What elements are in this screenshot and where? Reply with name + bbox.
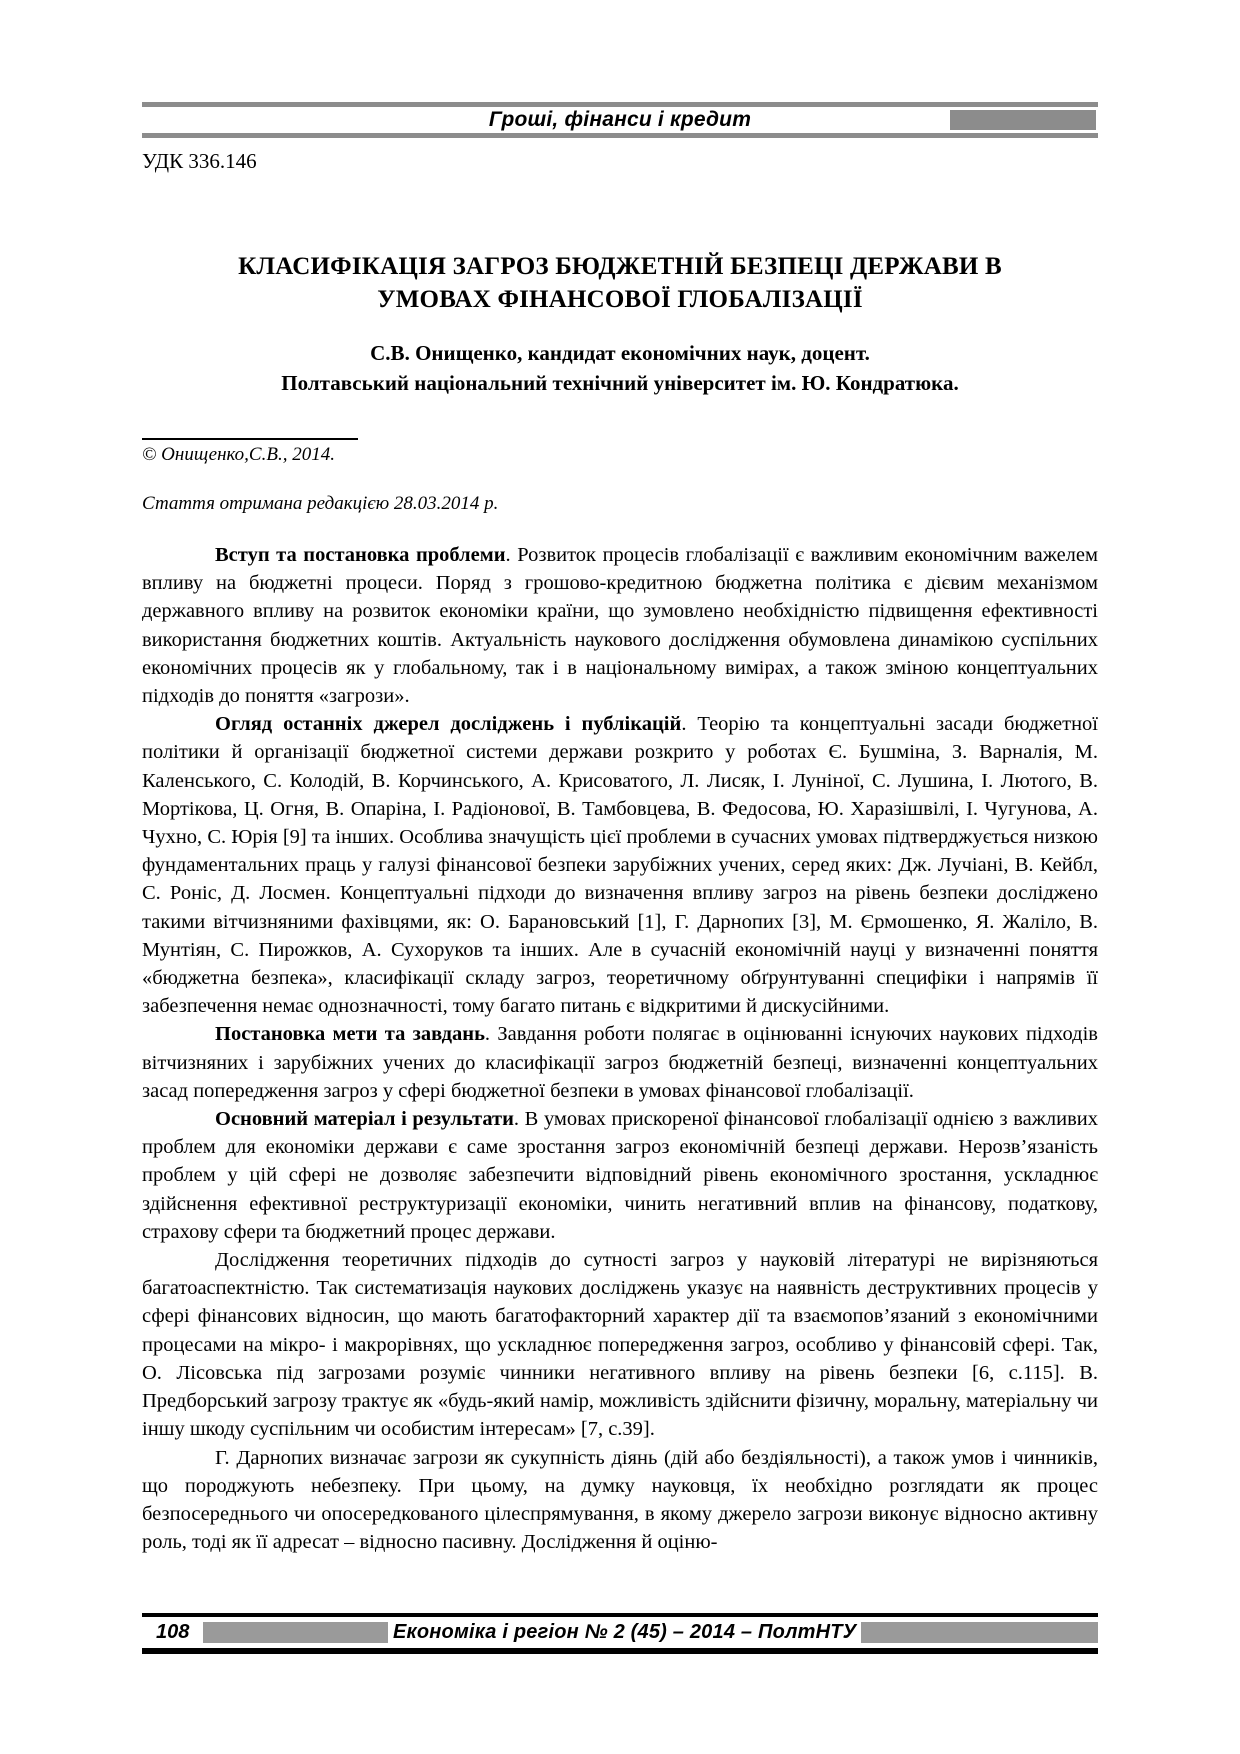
- journal-title: Економіка і регіон № 2 (45) – 2014 – ПолтНТУ: [392, 1621, 857, 1643]
- affiliation-line: Полтавський національний технічний університет ім. Ю. Кондратюка.: [281, 371, 959, 395]
- article-body: [142, 541, 1098, 1556]
- copyright-divider: [142, 438, 358, 440]
- paragraph-lead: Вступ та постановка проблеми: [215, 544, 506, 566]
- paragraph: [142, 710, 1098, 1020]
- paragraph-text: . Завдання роботи полягає в оцінюванні існуючих наукових підходів вітчизняних і зарубіжних учених до класифікації загроз бюджетній безпеці, визначенні концептуальних засад попередження загроз у сфері бюджетної безпеки в умовах фінансової глобалізації.: [142, 1023, 1098, 1102]
- paragraph-lead: Основний матеріал і результати: [215, 1108, 514, 1131]
- page-header: [142, 102, 1098, 138]
- page-footer: [142, 1613, 1098, 1654]
- footer-bar-left: [203, 1622, 388, 1643]
- paragraph-lead: Огляд останніх джерел досліджень і публікацій: [215, 713, 682, 736]
- header-row: [142, 107, 1098, 133]
- udc-label: УДК 336.146: [142, 149, 257, 173]
- footer-row: [142, 1617, 1098, 1648]
- header-rule-bottom: [142, 133, 1098, 138]
- authors-block: [142, 338, 1098, 398]
- paragraph-text: Г. Дарнопих визначає загрози як сукупність діянь (дій або бездіяльності), а також умов і чинників, що породжують небезпеку. При цьому, на думку науковця, їх необхідно розглядати як процес безпосереднього чи опосередкованого цілеспрямування, в якому джерело загрози виконує відносно активну роль, тоді як її адресат – відносно пасивну. Дослідження й оціню-: [142, 1446, 1098, 1554]
- paragraph-text: . В умовах прискореної фінансової глобалізації однією з важливих проблем для економіки держави є саме зростання загроз економічній безпеці держави. Нерозв’язаність проблем у цій сфері не дозволяє забезпечити відповідний рівень економічного зростання, ускладнює здійснення ефективної реструктуризації економіки, чинить негативний вплив на фінансову, податкову, страхову сфери та бюджетний процес держави.: [142, 1108, 1098, 1243]
- paragraph-text: . Теорію та концептуальні засади бюджетної політики й організації бюджетної системи держави розкрито у роботах Є. Бушміна, З. Варналія, М. Каленського, С. Колодій, В. Корчинського, А. Крисоватого, Л. Лисяк, І. Луніної, С. Лушина, І. Лютого, В. Мортікова, Ц. Огня, В. Опаріна, І. Радіонової, В. Тамбовцева, В. Федосова, Ю. Харазішвілі, І. Чугунова, А. Чухно, С. Юрія [9] та інших. Особлива значущість цієї проблеми в сучасних умовах підтверджується низкою фундаментальних праць у галузі фінансової безпеки зарубіжних учених, серед яких: Дж. Лучіані, В. Кейбл, С. Роніс, Д. Лосмен. Концептуальні підходи до визначення впливу загроз на рівень безпеки досліджено такими вітчизняними фахівцями, як: О. Барановський [1], Г. Дарнопих [3], М. Єрмошенко, Я. Жаліло, В. Мунтіян, С. Пирожков, А. Сухоруков та інших. Але в сучасній економічній науці у визначенні поняття «бюджетна безпека», класифікації складу загроз, теоретичному обґрунтуванні специфіки і напрямів її забезпечення немає однозначності, тому багато питань є відкритими й дискусійними.: [142, 713, 1098, 1018]
- paragraph-lead: Постановка мети та завдань: [215, 1023, 485, 1046]
- paragraph: [142, 1020, 1098, 1105]
- paragraph-text: Дослідження теоретичних підходів до сутності загроз у науковій літературі не вирізняються багатоаспектністю. Так систематизація наукових досліджень указує на наявність деструктивних процесів у сфері фінансових відносин, що мають багатофакторний характер дії та взаємопов’язаний з економічними процесами на мікро- і макрорівнях, що ускладнює попередження загроз, особливо у фінансовій сфері. Так, О. Лісовська під загрозами розуміє чинники негативного впливу на рівень безпеки [6, с.115]. В. Предборський загрозу трактує як «будь-який намір, можливість здійснити фізичну, моральну, матеріальну чи іншу шкоду суспільним чи особистим інтересам» [7, с.39].: [142, 1249, 1098, 1441]
- paragraph: [142, 1105, 1098, 1246]
- page-number: 108: [156, 1621, 190, 1643]
- content-block: [142, 102, 1098, 1556]
- section-title: Гроші, фінанси і кредит: [488, 108, 752, 131]
- paragraph: [142, 1246, 1098, 1443]
- paragraph: [142, 1444, 1098, 1557]
- header-gray-block: [950, 110, 1096, 130]
- footer-rule-bottom: [142, 1648, 1098, 1654]
- copyright-note: © Онищенко,С.В., 2014.: [142, 444, 335, 465]
- copyright-block: [142, 438, 1098, 466]
- paragraph-text: . Розвиток процесів глобалізації є важливим економічним важелем впливу на бюджетні процеси. Поряд з грошово-кредитною бюджетна політика є дієвим механізмом державного впливу на розвиток економіки країни, що зумовлено необхідністю підвищення ефективності використання бюджетних коштів. Актуальність наукового дослідження обумовлена динамікою суспільних економічних процесів як у глобальному, так і в національному вимірах, а також зміною концептуальних підходів до поняття «загрози».: [142, 544, 1098, 708]
- footer-bar-right: [861, 1622, 1098, 1643]
- paragraph: [142, 541, 1098, 710]
- received-note: Стаття отримана редакцією 28.03.2014 р.: [142, 493, 499, 514]
- author-line: С.В. Онищенко, кандидат економічних наук, доцент.: [370, 341, 870, 365]
- article-title: КЛАСИФІКАЦІЯ ЗАГРОЗ БЮДЖЕТНІЙ БЕЗПЕЦІ ДЕРЖАВИ В УМОВАХ ФІНАНСОВОЇ ГЛОБАЛІЗАЦІЇ: [238, 253, 1002, 313]
